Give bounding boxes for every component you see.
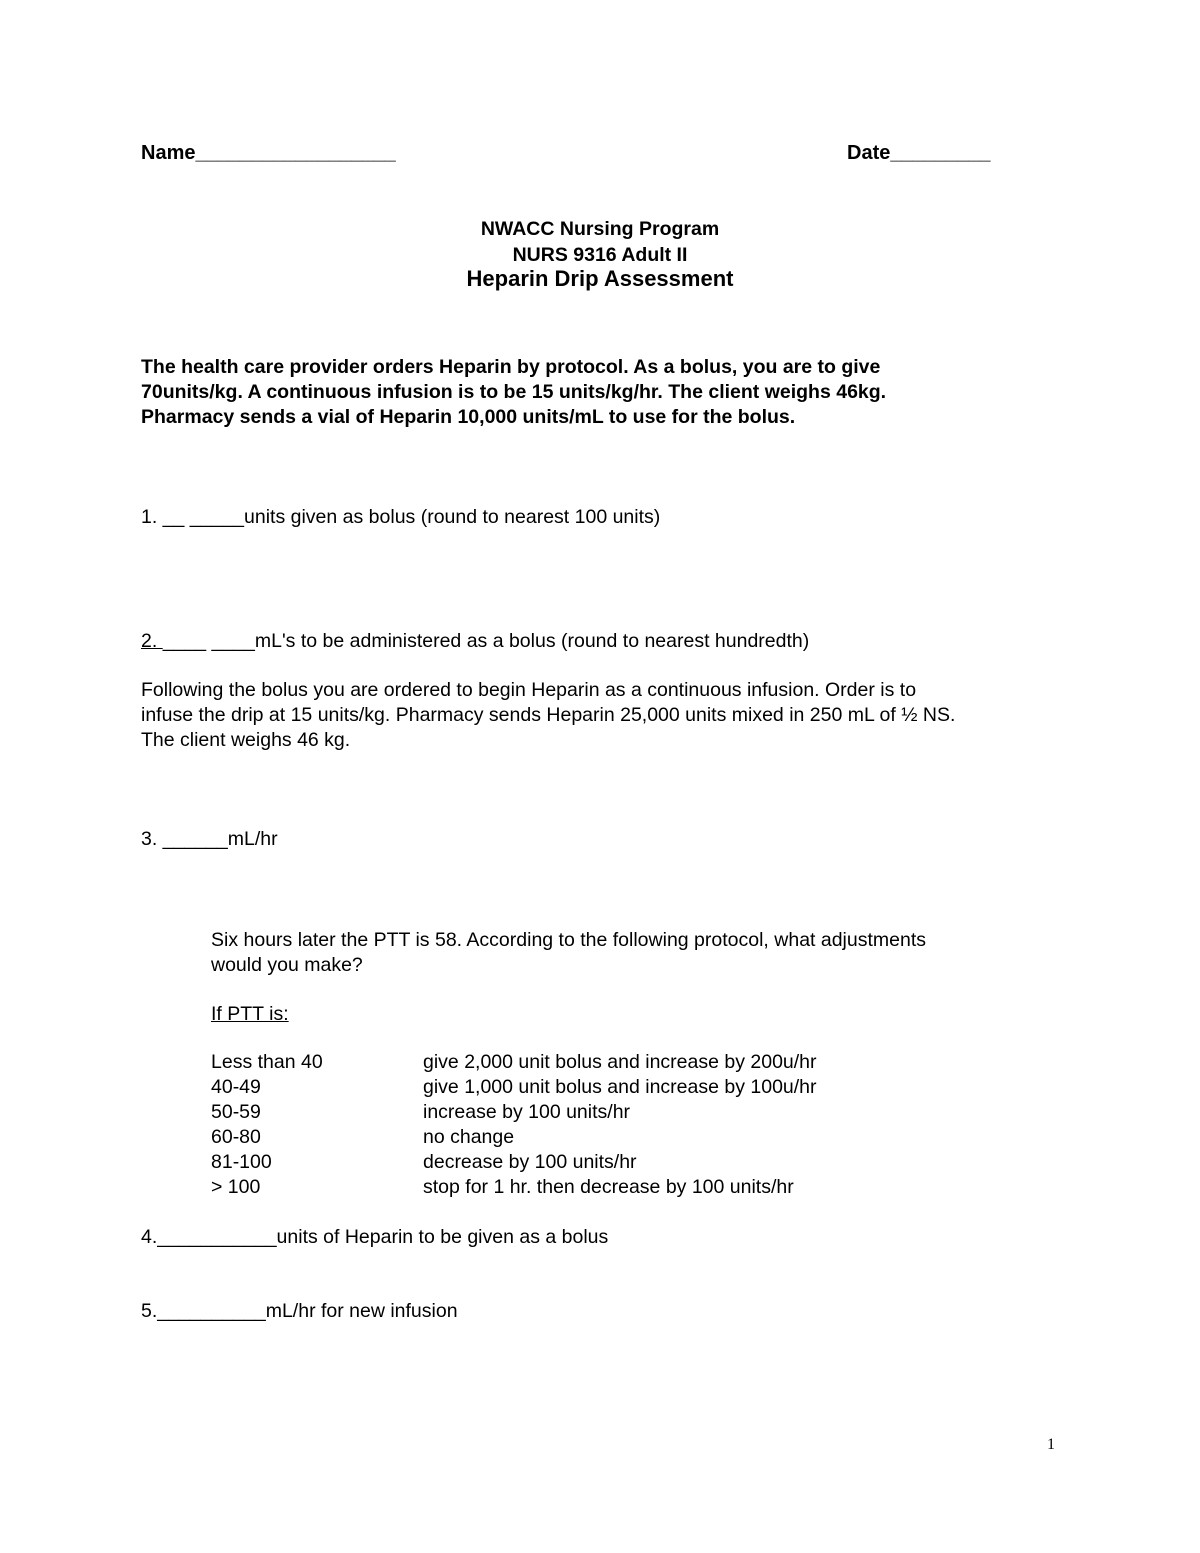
infusion-line-1: Following the bolus you are ordered to begin Heparin as a continuous infusion. Order is to: [141, 679, 917, 701]
ptt-action: increase by 100 units/hr: [423, 1101, 631, 1123]
scenario-line-2: 70units/kg. A continuous infusion is to be 15 units/kg/hr. The client weighs 46kg.: [141, 381, 887, 403]
question-1: 1. __ _____units given as bolus (round to nearest 100 units): [141, 506, 661, 528]
ptt-action: decrease by 100 units/hr: [423, 1151, 637, 1173]
ptt-if-label: If PTT is:: [211, 1003, 289, 1025]
program-title: NWACC Nursing Program: [480, 218, 720, 240]
ptt-range: 81-100: [211, 1151, 272, 1173]
question-4: 4.___________units of Heparin to be given as a bolus: [141, 1226, 609, 1248]
scenario-line-3: Pharmacy sends a vial of Heparin 10,000 units/mL to use for the bolus.: [141, 406, 796, 428]
ptt-action: give 2,000 unit bolus and increase by 200u/hr: [423, 1051, 817, 1073]
question-3: 3. ______mL/hr: [141, 828, 278, 850]
question-2: [141, 629, 809, 654]
date-label: Date: [847, 142, 891, 164]
scenario-line-1: The health care provider orders Heparin by protocol. As a bolus, you are to give: [141, 356, 881, 378]
infusion-line-2: infuse the drip at 15 units/kg. Pharmacy sends Heparin 25,000 units mixed in 250 mL of ½ NS.: [141, 704, 956, 726]
ptt-action: give 1,000 unit bolus and increase by 100u/hr: [423, 1076, 817, 1098]
date-blank: _________: [890, 142, 991, 164]
ptt-range: 50-59: [211, 1101, 261, 1123]
ptt-action: no change: [423, 1126, 515, 1148]
ptt-action: stop for 1 hr. then decrease by 100 units/hr: [423, 1176, 794, 1198]
infusion-line-3: The client weighs 46 kg.: [141, 729, 351, 751]
page-number: 1: [1047, 1436, 1055, 1453]
name-field: [141, 142, 396, 165]
name-blank: __________________: [195, 142, 396, 164]
date-field: [847, 142, 990, 165]
ptt-range: > 100: [211, 1176, 261, 1198]
ptt-intro-line-1: Six hours later the PTT is 58. According to the following protocol, what adjustments: [211, 929, 927, 951]
name-label: Name: [141, 142, 196, 164]
ptt-range: 40-49: [211, 1076, 261, 1098]
question-2-text: ____ ____mL's to be administered as a bolus (round to nearest hundredth): [162, 630, 810, 652]
ptt-intro-line-2: would you make?: [211, 954, 363, 976]
ptt-range: 60-80: [211, 1126, 261, 1148]
assessment-title: Heparin Drip Assessment: [466, 266, 734, 291]
question-5: 5.__________mL/hr for new infusion: [141, 1300, 458, 1322]
course-title: NURS 9316 Adult II: [512, 244, 688, 266]
ptt-range: Less than 40: [211, 1051, 323, 1073]
question-2-number: 2.: [141, 630, 163, 652]
